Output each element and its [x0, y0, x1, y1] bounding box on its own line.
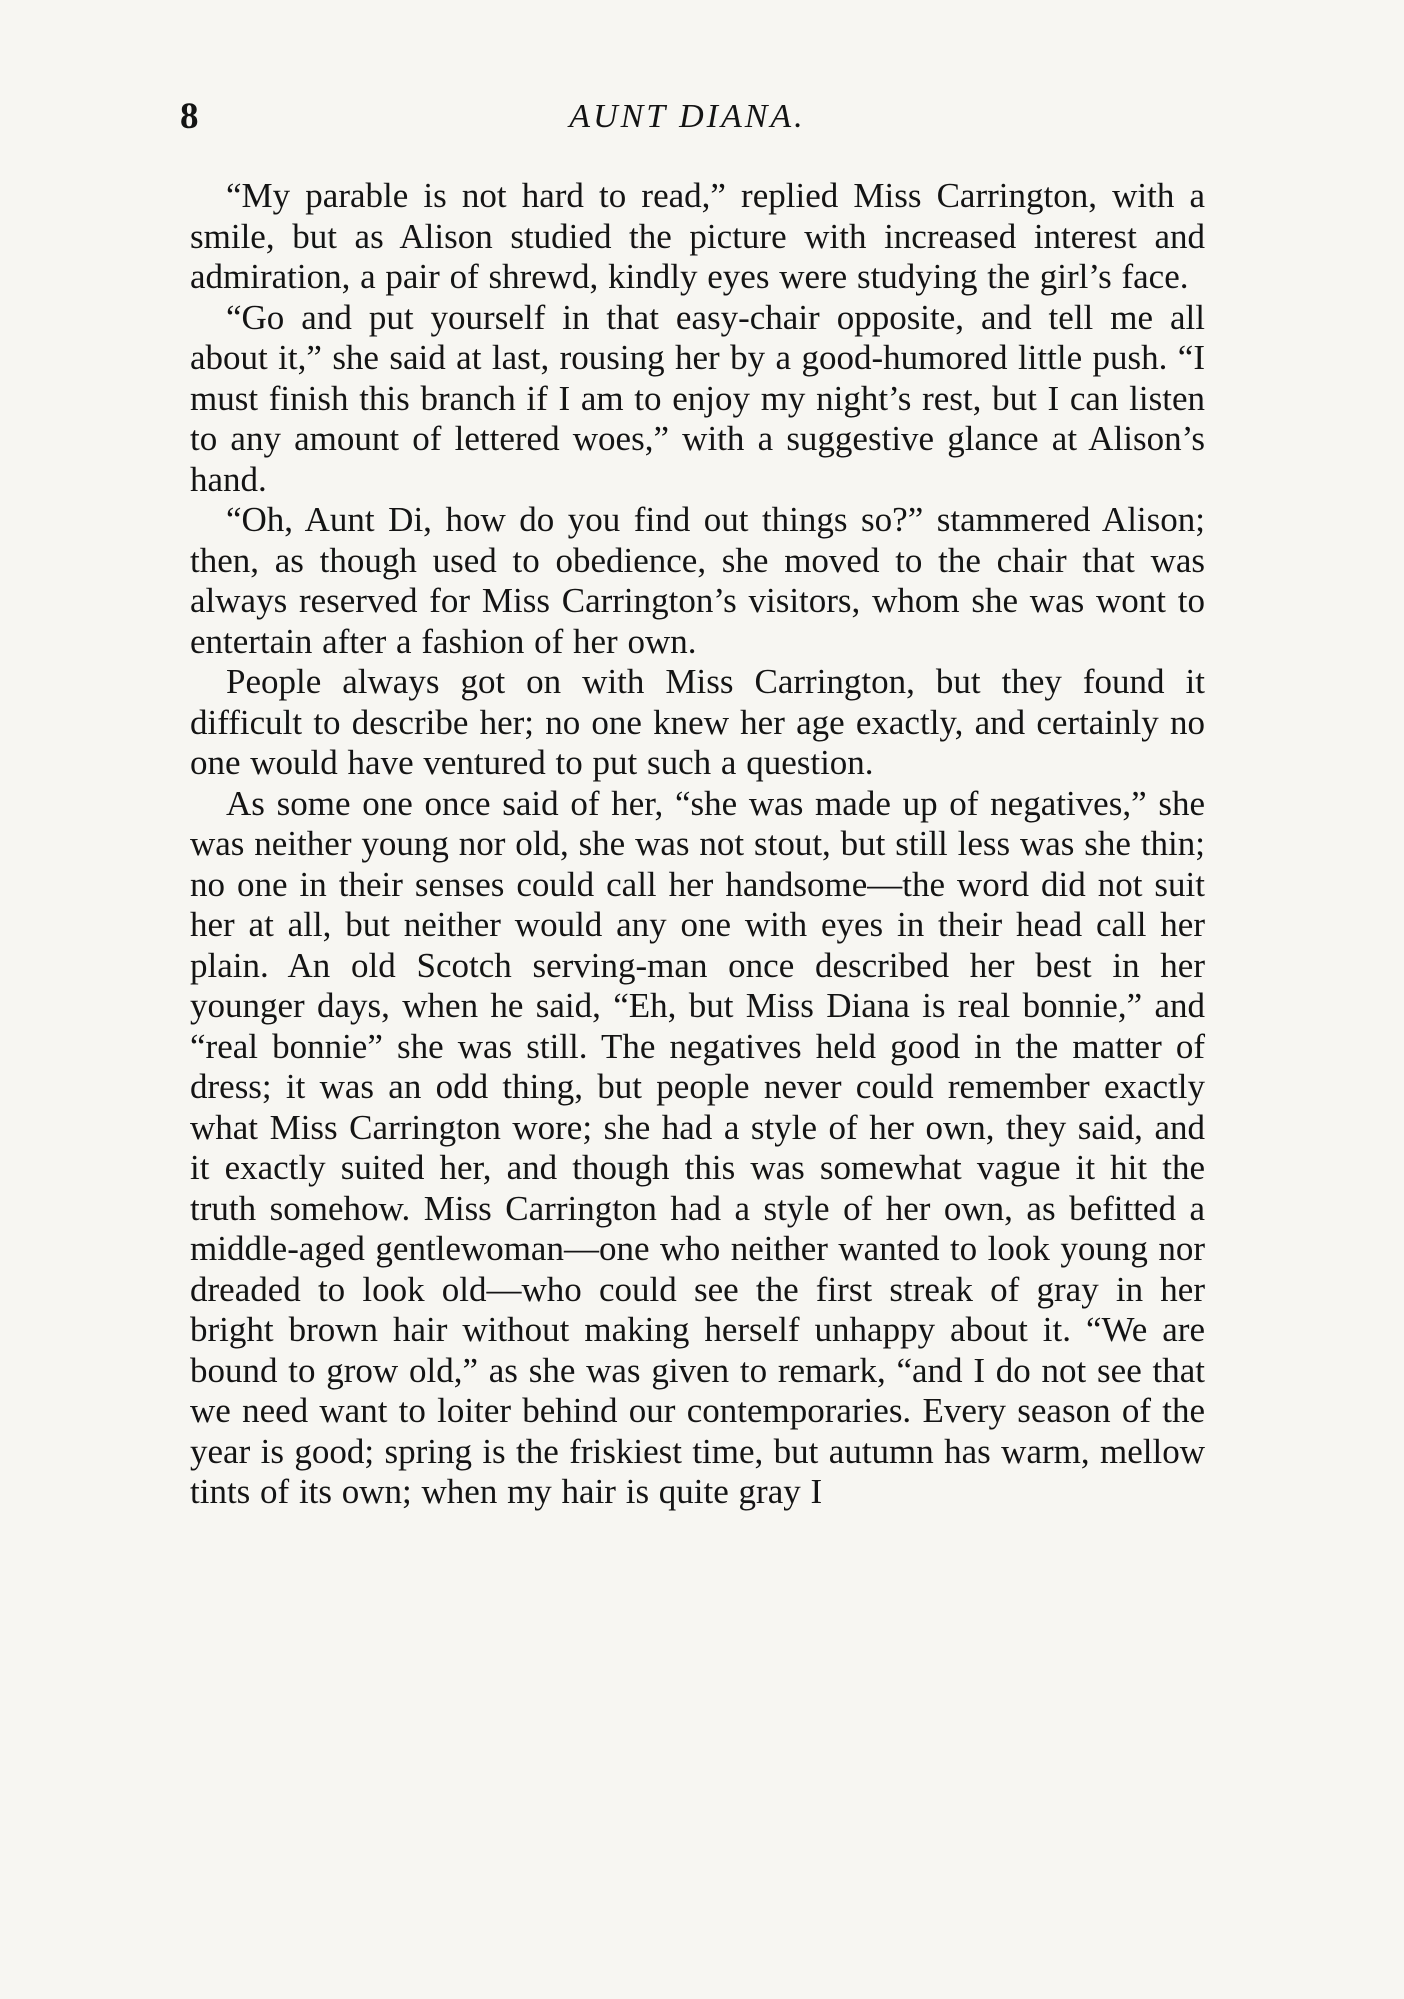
page-header: [180, 92, 1195, 142]
page-number: 8: [180, 96, 199, 137]
running-title: AUNT DIANA.: [569, 98, 806, 135]
paragraph: People always got on with Miss Carrington, but they found it difficult to describe her; no one knew her age exactly, and certainly no one would have ventured to put such a question.: [190, 662, 1205, 782]
paragraph: “Go and put yourself in that easy-chair opposite, and tell me all about it,” she said at last, rousing her by a good-humored little push. “I must finish this branch if I am to enjoy my night’s rest, but I can listen to any amount of lettered woes,” with a suggestive glance at Alison’s hand.: [190, 297, 1205, 499]
paragraph: As some one once said of her, “she was made up of negatives,” she was neither young nor old, she was not stout, but still less was she thin; no one in their senses could call her handsome—the word did not suit her at all, but neither would any one with eyes in their head call her plain. An old Scotch serving-man once described her best in her younger days, when he said, “Eh, but Miss Diana is real bonnie,” and “real bonnie” she was still. The negatives held good in the matter of dress; it was an odd thing, but people never could remember exactly what Miss Carrington wore; she had a style of her own, they said, and it exactly suited her, and though this was somewhat vague it hit the truth somehow. Miss Carrington had a style of her own, as befitted a middle-aged gentlewoman—one who neither wanted to look young nor dreaded to look old—who could see the first streak of gray in her bright brown hair without making herself unhappy about it. “We are bound to grow old,” as she was given to remark, “and I do not see that we need want to loiter behind our contemporaries. Every season of the year is good; spring is the friskiest time, but autumn has warm, mellow tints of its own; when my hair is quite gray I: [190, 783, 1205, 1511]
paragraph: “Oh, Aunt Di, how do you find out things so?” stammered Alison; then, as though used to obedience, she moved to the chair that was always reserved for Miss Carrington’s visitors, whom she was wont to entertain after a fashion of her own.: [190, 500, 1205, 661]
body-text: [190, 176, 1205, 1513]
paragraph: “My parable is not hard to read,” replied Miss Carrington, with a smile, but as Alison studied the picture with increased interest and admiration, a pair of shrewd, kindly eyes were studying the girl’s face.: [190, 176, 1205, 296]
